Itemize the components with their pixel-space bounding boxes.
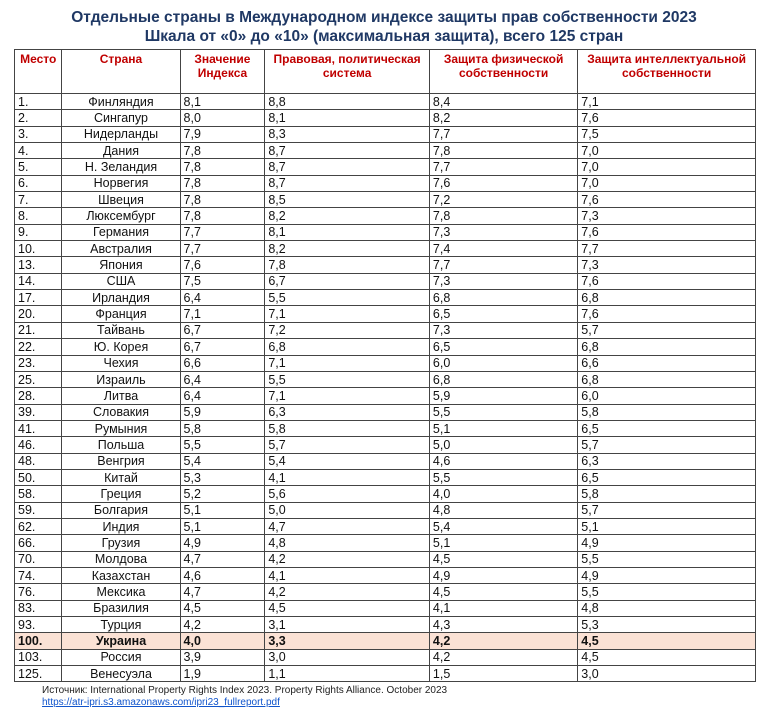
cell-country: Китай xyxy=(62,469,180,485)
table-row xyxy=(15,175,756,191)
cell-index: 7,8 xyxy=(180,175,265,191)
cell-country: Украина xyxy=(62,633,180,649)
table-row xyxy=(15,192,756,208)
cell-place: 39. xyxy=(15,404,62,420)
cell-index: 7,8 xyxy=(180,192,265,208)
table-row xyxy=(15,110,756,126)
table-row xyxy=(15,535,756,551)
cell-place: 9. xyxy=(15,224,62,240)
cell-place: 4. xyxy=(15,143,62,159)
cell-physical: 4,3 xyxy=(429,617,577,633)
cell-ip: 5,5 xyxy=(578,551,756,567)
table-row xyxy=(15,420,756,436)
table-row xyxy=(15,404,756,420)
cell-index: 7,8 xyxy=(180,159,265,175)
cell-legal: 7,2 xyxy=(265,322,430,338)
cell-physical: 6,5 xyxy=(429,339,577,355)
cell-index: 6,4 xyxy=(180,388,265,404)
cell-place: 103. xyxy=(15,649,62,665)
cell-index: 6,7 xyxy=(180,339,265,355)
cell-physical: 4,6 xyxy=(429,453,577,469)
table-row xyxy=(15,584,756,600)
cell-ip: 5,8 xyxy=(578,404,756,420)
cell-country: Сингапур xyxy=(62,110,180,126)
cell-legal: 4,2 xyxy=(265,551,430,567)
cell-legal: 5,5 xyxy=(265,371,430,387)
cell-place: 93. xyxy=(15,617,62,633)
header-ip: Защита интеллектуальной собственности xyxy=(578,50,756,94)
cell-index: 7,7 xyxy=(180,241,265,257)
cell-place: 62. xyxy=(15,518,62,534)
cell-place: 25. xyxy=(15,371,62,387)
cell-country: Чехия xyxy=(62,355,180,371)
table-row xyxy=(15,551,756,567)
cell-place: 14. xyxy=(15,273,62,289)
cell-place: 3. xyxy=(15,126,62,142)
table-row xyxy=(15,143,756,159)
cell-legal: 3,1 xyxy=(265,617,430,633)
cell-physical: 6,8 xyxy=(429,290,577,306)
cell-index: 5,1 xyxy=(180,518,265,534)
cell-ip: 6,6 xyxy=(578,355,756,371)
cell-legal: 8,2 xyxy=(265,241,430,257)
table-row xyxy=(15,666,756,682)
cell-place: 58. xyxy=(15,486,62,502)
cell-index: 4,0 xyxy=(180,633,265,649)
cell-place: 22. xyxy=(15,339,62,355)
cell-legal: 5,0 xyxy=(265,502,430,518)
cell-ip: 5,7 xyxy=(578,502,756,518)
cell-legal: 4,5 xyxy=(265,600,430,616)
cell-index: 6,4 xyxy=(180,371,265,387)
cell-country: Болгария xyxy=(62,502,180,518)
cell-place: 20. xyxy=(15,306,62,322)
cell-physical: 4,2 xyxy=(429,649,577,665)
cell-place: 23. xyxy=(15,355,62,371)
cell-index: 6,6 xyxy=(180,355,265,371)
cell-physical: 7,3 xyxy=(429,273,577,289)
cell-place: 66. xyxy=(15,535,62,551)
cell-ip: 7,0 xyxy=(578,143,756,159)
table-row xyxy=(15,339,756,355)
cell-ip: 7,6 xyxy=(578,306,756,322)
cell-index: 6,7 xyxy=(180,322,265,338)
cell-ip: 5,5 xyxy=(578,584,756,600)
cell-index: 4,7 xyxy=(180,551,265,567)
cell-ip: 4,5 xyxy=(578,649,756,665)
cell-ip: 5,3 xyxy=(578,617,756,633)
cell-ip: 5,7 xyxy=(578,322,756,338)
cell-index: 4,5 xyxy=(180,600,265,616)
cell-physical: 4,0 xyxy=(429,486,577,502)
cell-legal: 5,6 xyxy=(265,486,430,502)
cell-country: Турция xyxy=(62,617,180,633)
table-row xyxy=(15,224,756,240)
table-row xyxy=(15,273,756,289)
cell-physical: 5,0 xyxy=(429,437,577,453)
table-row xyxy=(15,437,756,453)
cell-index: 5,1 xyxy=(180,502,265,518)
cell-place: 83. xyxy=(15,600,62,616)
cell-physical: 5,5 xyxy=(429,469,577,485)
cell-country: США xyxy=(62,273,180,289)
cell-country: Венесуэла xyxy=(62,666,180,682)
cell-country: Нидерланды xyxy=(62,126,180,142)
cell-physical: 4,9 xyxy=(429,567,577,583)
cell-place: 8. xyxy=(15,208,62,224)
cell-physical: 7,3 xyxy=(429,224,577,240)
table-body xyxy=(15,94,756,682)
cell-ip: 7,6 xyxy=(578,224,756,240)
cell-place: 70. xyxy=(15,551,62,567)
cell-physical: 8,4 xyxy=(429,94,577,110)
cell-place: 100. xyxy=(15,633,62,649)
source-note xyxy=(42,685,447,709)
cell-place: 48. xyxy=(15,453,62,469)
cell-country: Казахстан xyxy=(62,567,180,583)
cell-place: 17. xyxy=(15,290,62,306)
cell-index: 1,9 xyxy=(180,666,265,682)
cell-place: 21. xyxy=(15,322,62,338)
cell-country: Венгрия xyxy=(62,453,180,469)
title-line-1: Отдельные страны в Международном индексе защиты прав собственности 2023 xyxy=(71,9,697,26)
cell-index: 3,9 xyxy=(180,649,265,665)
cell-index: 4,9 xyxy=(180,535,265,551)
cell-country: Франция xyxy=(62,306,180,322)
cell-index: 7,8 xyxy=(180,208,265,224)
table-row xyxy=(15,453,756,469)
cell-physical: 6,5 xyxy=(429,306,577,322)
cell-country: Греция xyxy=(62,486,180,502)
cell-physical: 4,2 xyxy=(429,633,577,649)
cell-legal: 5,5 xyxy=(265,290,430,306)
cell-ip: 7,6 xyxy=(578,192,756,208)
cell-physical: 7,7 xyxy=(429,257,577,273)
cell-country: Грузия xyxy=(62,535,180,551)
cell-legal: 8,7 xyxy=(265,175,430,191)
cell-country: Ирландия xyxy=(62,290,180,306)
table-row xyxy=(15,371,756,387)
cell-physical: 8,2 xyxy=(429,110,577,126)
cell-index: 5,9 xyxy=(180,404,265,420)
cell-legal: 8,5 xyxy=(265,192,430,208)
cell-physical: 5,5 xyxy=(429,404,577,420)
cell-country: Румыния xyxy=(62,420,180,436)
cell-legal: 6,8 xyxy=(265,339,430,355)
cell-ip: 7,3 xyxy=(578,208,756,224)
cell-country: Бразилия xyxy=(62,600,180,616)
table-header-row xyxy=(15,50,756,94)
table-row xyxy=(15,94,756,110)
cell-physical: 6,0 xyxy=(429,355,577,371)
cell-physical: 1,5 xyxy=(429,666,577,682)
cell-place: 2. xyxy=(15,110,62,126)
cell-index: 5,8 xyxy=(180,420,265,436)
cell-physical: 6,8 xyxy=(429,371,577,387)
cell-index: 7,7 xyxy=(180,224,265,240)
cell-physical: 5,1 xyxy=(429,535,577,551)
cell-legal: 4,2 xyxy=(265,584,430,600)
cell-legal: 1,1 xyxy=(265,666,430,682)
cell-physical: 7,8 xyxy=(429,143,577,159)
cell-index: 7,8 xyxy=(180,143,265,159)
cell-ip: 6,5 xyxy=(578,469,756,485)
cell-legal: 4,1 xyxy=(265,567,430,583)
table-row xyxy=(15,322,756,338)
source-link[interactable]: https://atr-ipri.s3.amazonaws.com/ipri23_fullreport.pdf xyxy=(42,697,280,708)
cell-ip: 5,7 xyxy=(578,437,756,453)
cell-index: 6,4 xyxy=(180,290,265,306)
cell-legal: 8,1 xyxy=(265,224,430,240)
cell-place: 41. xyxy=(15,420,62,436)
table-row xyxy=(15,355,756,371)
cell-legal: 6,3 xyxy=(265,404,430,420)
cell-country: Россия xyxy=(62,649,180,665)
cell-legal: 6,7 xyxy=(265,273,430,289)
cell-place: 59. xyxy=(15,502,62,518)
header-physical: Защита физической собственности xyxy=(429,50,577,94)
cell-ip: 7,1 xyxy=(578,94,756,110)
cell-ip: 6,5 xyxy=(578,420,756,436)
header-place: Место xyxy=(15,50,62,94)
cell-physical: 7,8 xyxy=(429,208,577,224)
page-title xyxy=(0,8,768,46)
cell-place: 28. xyxy=(15,388,62,404)
cell-ip: 6,8 xyxy=(578,371,756,387)
table-row xyxy=(15,600,756,616)
cell-physical: 4,5 xyxy=(429,584,577,600)
cell-ip: 6,8 xyxy=(578,290,756,306)
cell-country: Япония xyxy=(62,257,180,273)
cell-legal: 7,1 xyxy=(265,355,430,371)
table-row xyxy=(15,290,756,306)
cell-index: 7,9 xyxy=(180,126,265,142)
cell-legal: 7,1 xyxy=(265,306,430,322)
source-text: Источник: International Property Rights Index 2023. Property Rights Alliance. October 2023 xyxy=(42,685,448,696)
cell-place: 5. xyxy=(15,159,62,175)
cell-place: 6. xyxy=(15,175,62,191)
cell-place: 50. xyxy=(15,469,62,485)
header-index: Значение Индекса xyxy=(180,50,265,94)
cell-ip: 6,3 xyxy=(578,453,756,469)
cell-legal: 8,2 xyxy=(265,208,430,224)
cell-physical: 7,7 xyxy=(429,159,577,175)
table-row xyxy=(15,126,756,142)
cell-legal: 5,8 xyxy=(265,420,430,436)
cell-index: 5,4 xyxy=(180,453,265,469)
table-row xyxy=(15,617,756,633)
table-row xyxy=(15,567,756,583)
cell-place: 1. xyxy=(15,94,62,110)
cell-country: Швеция xyxy=(62,192,180,208)
cell-ip: 7,0 xyxy=(578,175,756,191)
table-row xyxy=(15,633,756,649)
cell-index: 4,2 xyxy=(180,617,265,633)
cell-country: Израиль xyxy=(62,371,180,387)
cell-legal: 8,7 xyxy=(265,143,430,159)
cell-country: Австралия xyxy=(62,241,180,257)
table-row xyxy=(15,241,756,257)
cell-ip: 4,8 xyxy=(578,600,756,616)
cell-index: 5,5 xyxy=(180,437,265,453)
cell-place: 74. xyxy=(15,567,62,583)
cell-ip: 5,8 xyxy=(578,486,756,502)
cell-index: 5,2 xyxy=(180,486,265,502)
cell-country: Польша xyxy=(62,437,180,453)
table-row xyxy=(15,159,756,175)
cell-country: Норвегия xyxy=(62,175,180,191)
cell-legal: 5,7 xyxy=(265,437,430,453)
cell-index: 7,5 xyxy=(180,273,265,289)
cell-ip: 4,5 xyxy=(578,633,756,649)
cell-country: Ю. Корея xyxy=(62,339,180,355)
cell-country: Литва xyxy=(62,388,180,404)
cell-index: 8,1 xyxy=(180,94,265,110)
table-row xyxy=(15,257,756,273)
cell-legal: 3,0 xyxy=(265,649,430,665)
cell-legal: 8,1 xyxy=(265,110,430,126)
cell-legal: 8,3 xyxy=(265,126,430,142)
header-legal: Правовая, политическая система xyxy=(265,50,430,94)
cell-place: 13. xyxy=(15,257,62,273)
cell-ip: 3,0 xyxy=(578,666,756,682)
cell-ip: 4,9 xyxy=(578,567,756,583)
table-row xyxy=(15,649,756,665)
cell-country: Люксембург xyxy=(62,208,180,224)
cell-physical: 5,4 xyxy=(429,518,577,534)
cell-physical: 4,5 xyxy=(429,551,577,567)
cell-index: 4,6 xyxy=(180,567,265,583)
cell-legal: 8,8 xyxy=(265,94,430,110)
cell-place: 76. xyxy=(15,584,62,600)
cell-country: Мексика xyxy=(62,584,180,600)
table-row xyxy=(15,306,756,322)
cell-index: 7,1 xyxy=(180,306,265,322)
cell-country: Германия xyxy=(62,224,180,240)
cell-place: 10. xyxy=(15,241,62,257)
table-row xyxy=(15,518,756,534)
cell-physical: 4,1 xyxy=(429,600,577,616)
cell-legal: 5,4 xyxy=(265,453,430,469)
cell-place: 125. xyxy=(15,666,62,682)
table-row xyxy=(15,469,756,485)
cell-physical: 7,2 xyxy=(429,192,577,208)
cell-country: Индия xyxy=(62,518,180,534)
cell-ip: 7,0 xyxy=(578,159,756,175)
cell-country: Н. Зеландия xyxy=(62,159,180,175)
cell-ip: 7,7 xyxy=(578,241,756,257)
cell-index: 8,0 xyxy=(180,110,265,126)
cell-legal: 3,3 xyxy=(265,633,430,649)
cell-physical: 5,9 xyxy=(429,388,577,404)
cell-physical: 4,8 xyxy=(429,502,577,518)
cell-legal: 7,1 xyxy=(265,388,430,404)
table-row xyxy=(15,502,756,518)
cell-ip: 6,0 xyxy=(578,388,756,404)
cell-ip: 7,3 xyxy=(578,257,756,273)
cell-country: Финляндия xyxy=(62,94,180,110)
cell-ip: 7,6 xyxy=(578,273,756,289)
cell-legal: 8,7 xyxy=(265,159,430,175)
cell-ip: 4,9 xyxy=(578,535,756,551)
cell-ip: 6,8 xyxy=(578,339,756,355)
ratings-table xyxy=(14,49,756,682)
cell-country: Молдова xyxy=(62,551,180,567)
cell-physical: 7,3 xyxy=(429,322,577,338)
cell-place: 46. xyxy=(15,437,62,453)
cell-physical: 7,6 xyxy=(429,175,577,191)
cell-physical: 5,1 xyxy=(429,420,577,436)
cell-legal: 4,7 xyxy=(265,518,430,534)
cell-legal: 7,8 xyxy=(265,257,430,273)
cell-physical: 7,7 xyxy=(429,126,577,142)
cell-legal: 4,8 xyxy=(265,535,430,551)
cell-physical: 7,4 xyxy=(429,241,577,257)
table-row xyxy=(15,208,756,224)
cell-country: Тайвань xyxy=(62,322,180,338)
header-country: Страна xyxy=(62,50,180,94)
cell-country: Словакия xyxy=(62,404,180,420)
title-line-2: Шкала от «0» до «10» (максимальная защита), всего 125 стран xyxy=(144,28,624,45)
cell-ip: 5,1 xyxy=(578,518,756,534)
cell-legal: 4,1 xyxy=(265,469,430,485)
cell-ip: 7,5 xyxy=(578,126,756,142)
cell-index: 4,7 xyxy=(180,584,265,600)
cell-country: Дания xyxy=(62,143,180,159)
cell-ip: 7,6 xyxy=(578,110,756,126)
cell-index: 5,3 xyxy=(180,469,265,485)
table-row xyxy=(15,486,756,502)
cell-place: 7. xyxy=(15,192,62,208)
cell-index: 7,6 xyxy=(180,257,265,273)
table-row xyxy=(15,388,756,404)
